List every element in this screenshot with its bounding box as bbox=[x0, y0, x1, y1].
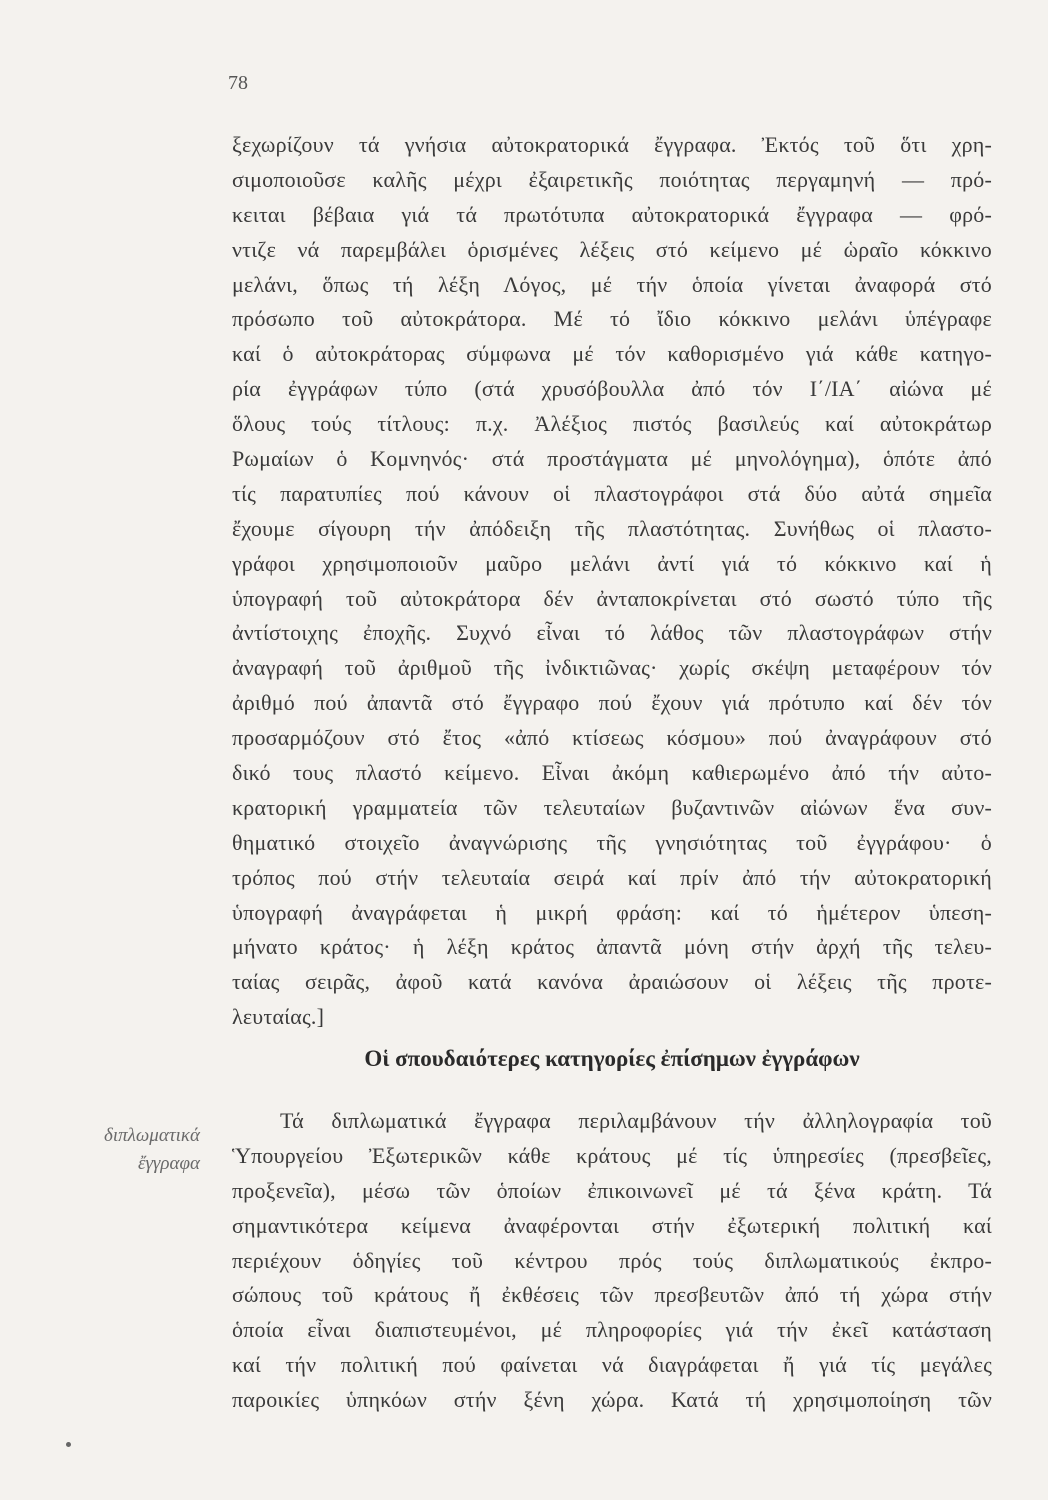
text-line: τρόπος πού στήν τελευταία σειρά καί πρίν ἀπό τήν αὐτοκρατορική bbox=[232, 864, 992, 890]
text-line: περιέχουν ὁδηγίες τοῦ κέντρου πρός τούς διπλωματικούς ἐκπρο- bbox=[232, 1247, 992, 1273]
text-line: ὁποία εἶναι διαπιστευμένοι, μέ πληροφορίες γιά τήν ἐκεῖ κατάσταση bbox=[232, 1317, 992, 1343]
text-line: ἔχουμε σίγουρη τήν ἀπόδειξη τῆς πλαστότητας. Συνήθως οἱ πλαστο- bbox=[232, 515, 992, 541]
text-line: ταίας σειρᾶς, ἀφοῦ κατά κανόνα ἀραιώσουν οἱ λέξεις τῆς προτε- bbox=[232, 969, 992, 995]
text-line: ἀριθμό πού ἀπαντᾶ στό ἔγγραφο πού ἔχουν γιά πρότυπο καί δέν τόν bbox=[232, 690, 992, 716]
text-line: θηματικό στοιχεῖο ἀναγνώρισης τῆς γνησιότητας τοῦ ἐγγράφου· ὁ bbox=[232, 829, 992, 855]
text-line: γράφοι χρησιμοποιοῦν μαῦρο μελάνι ἀντί γιά τό κόκκινο καί ἡ bbox=[232, 550, 992, 576]
body-text bbox=[232, 128, 992, 1035]
margin-note-line: ἔγγραφα bbox=[137, 1153, 200, 1174]
text-line: ἀντίστοιχης ἐποχῆς. Συχνό εἶναι τό λάθος τῶν πλαστογράφων στήν bbox=[232, 620, 992, 646]
text-line: καί τήν πολιτική πού φαίνεται νά διαγράφεται ἤ γιά τίς μεγάλες bbox=[232, 1352, 992, 1378]
text-line: μήνατο κράτος· ἡ λέξη κράτος ἀπαντᾶ μόνη στήν ἀρχή τῆς τελευ- bbox=[232, 934, 992, 960]
scan-speck bbox=[66, 1442, 71, 1447]
text-line: σώπους τοῦ κράτους ἤ ἐκθέσεις τῶν πρεσβευτῶν ἀπό τή χώρα στήν bbox=[232, 1282, 992, 1308]
text-line: πρόσωπο τοῦ αὐτοκράτορα. Μέ τό ἴδιο κόκκινο μελάνι ὑπέγραφε bbox=[232, 306, 992, 332]
section-heading: Οἱ σπουδαιότερες κατηγορίες ἐπίσημων ἐγγράφων bbox=[364, 1046, 860, 1071]
text-line: ξεχωρίζουν τά γνήσια αὐτοκρατορικά ἔγγραφα. Ἐκτός τοῦ ὅτι χρη- bbox=[232, 132, 992, 157]
text-line: προξενεῖα), μέσω τῶν ὁποίων ἐπικοινωνεῖ μέ τά ξένα κράτη. Τά bbox=[232, 1177, 992, 1203]
text-line: ὅλους τούς τίτλους: π.χ. Ἀλέξιος πιστός βασιλεύς καί αὐτοκράτωρ bbox=[232, 411, 992, 437]
text-line: τίς παρατυπίες πού κάνουν οἱ πλαστογράφοι στά δύο αὐτά σημεῖα bbox=[232, 480, 992, 506]
text-line: παροικίες ὑπηκόων στήν ξένη χώρα. Κατά τή χρησιμοποίηση τῶν bbox=[232, 1387, 992, 1413]
text-line: ἀναγραφή τοῦ ἀριθμοῦ τῆς ἰνδικτιῶνας· χωρίς σκέψη μεταφέρουν τόν bbox=[232, 655, 992, 681]
text-line: Ρωμαίων ὁ Κομνηνός· στά προστάγματα μέ μηνολόγημα), ὁπότε ἀπό bbox=[232, 446, 992, 472]
text-line: λευταίας.] bbox=[232, 1004, 325, 1030]
text-line: ρία ἐγγράφων τύπο (στά χρυσόβουλλα ἀπό τόν Ι΄/ΙΑ΄ αἰώνα μέ bbox=[232, 376, 992, 402]
page-number: 78 bbox=[228, 72, 248, 94]
text-line: μελάνι, ὅπως τή λέξη Λόγος, μέ τήν ὁποία γίνεται ἀναφορά στό bbox=[232, 271, 992, 297]
margin-note-line: διπλωματικά bbox=[104, 1125, 200, 1146]
text-line: ὑπογραφή τοῦ αὐτοκράτορα δέν ἀνταποκρίνεται στό σωστό τύπο τῆς bbox=[232, 585, 992, 611]
text-line: κρατορική γραμματεία τῶν τελευταίων βυζαντινῶν αἰώνων ἕνα συν- bbox=[232, 794, 992, 820]
text-line: σιμοποιοῦσε καλῆς μέχρι ἐξαιρετικῆς ποιότητας περγαμηνή — πρό- bbox=[232, 166, 992, 192]
text-line: Ὑπουργείου Ἐξωτερικῶν κάθε κράτους μέ τίς ὑπηρεσίες (πρεσβεῖες, bbox=[232, 1142, 992, 1168]
text-line: ντιζε νά παρεμβάλει ὁρισμένες λέξεις στό κείμενο μέ ὡραῖο κόκκινο bbox=[232, 236, 992, 262]
text-line: προσαρμόζουν στό ἔτος «ἀπό κτίσεως κόσμου» πού ἀναγράφουν στό bbox=[232, 725, 992, 751]
text-line: δικό τους πλαστό κείμενο. Εἶναι ἀκόμη καθιερωμένο ἀπό τήν αὐτο- bbox=[232, 760, 992, 786]
text-line: ὑπογραφή ἀναγράφεται ἡ μικρή φράση: καί τό ἡμέτερον ὑπεση- bbox=[232, 899, 992, 925]
margin-note bbox=[60, 1122, 200, 1178]
text-line: κειται βέβαια γιά τά πρωτότυπα αὐτοκρατορικά ἔγγραφα — φρό- bbox=[232, 201, 992, 227]
text-line: καί ὁ αὐτοκράτορας σύμφωνα μέ τόν καθορισμένο γιά κάθε κατηγο- bbox=[232, 341, 992, 367]
text-line: σημαντικότερα κείμενα ἀναφέρονται στήν ἐξωτερική πολιτική καί bbox=[232, 1212, 992, 1238]
section-text bbox=[232, 1104, 992, 1418]
text-line: Τά διπλωματικά ἔγγραφα περιλαμβάνουν τήν ἀλληλογραφία τοῦ bbox=[280, 1108, 992, 1133]
